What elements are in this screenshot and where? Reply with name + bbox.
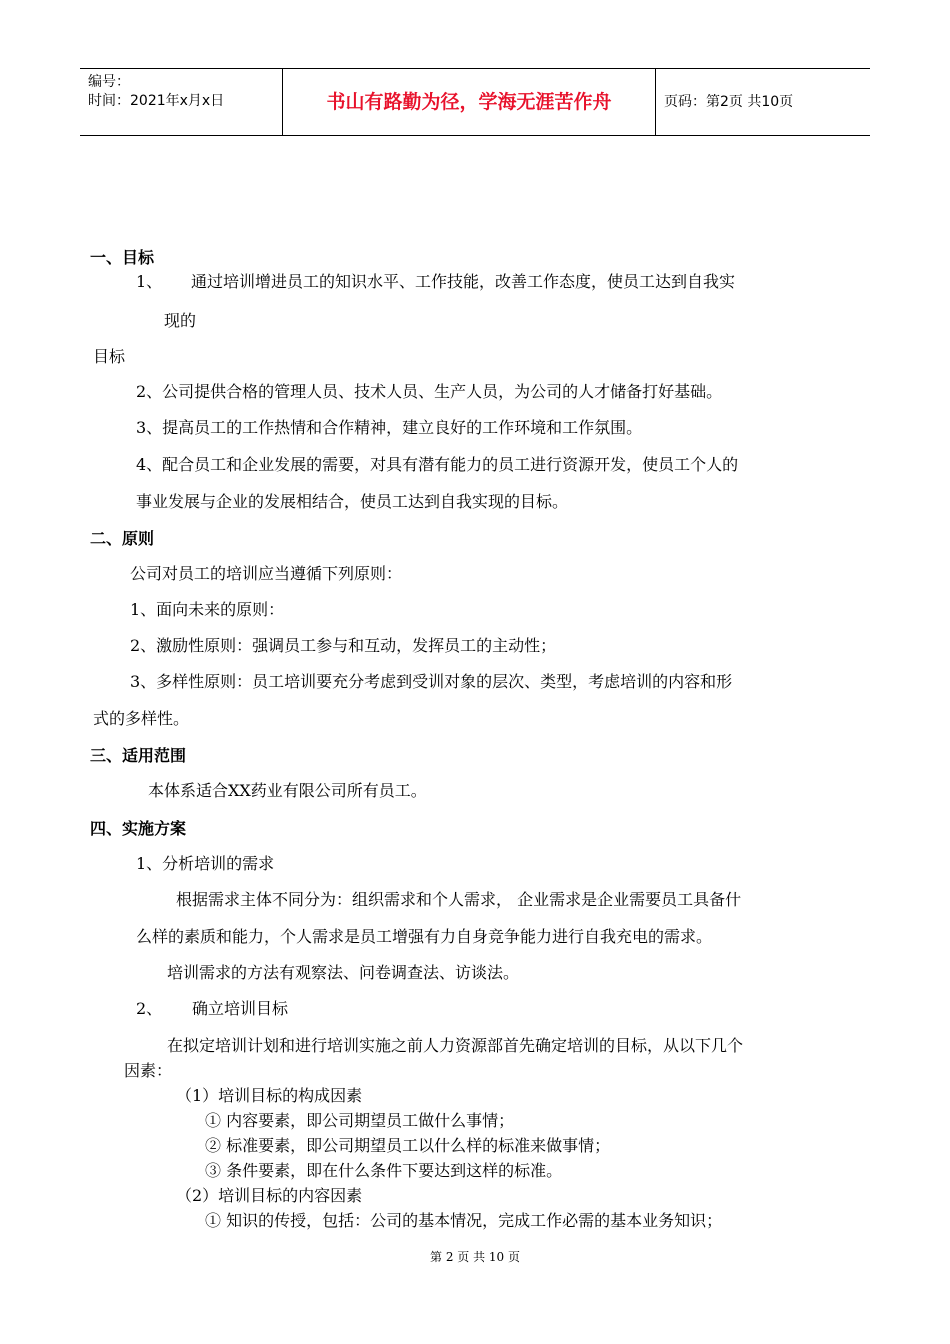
s2-intro: 公司对员工的培训应当遵循下列原则： — [130, 564, 403, 583]
section-3-title: 三、适用范围 — [90, 746, 187, 765]
s2-item2: 2、激励性原则：强调员工参与和互动，发挥员工的主动性； — [130, 636, 557, 655]
s1-item1-line3: 目标 — [93, 347, 126, 366]
section-1-title: 一、目标 — [90, 248, 155, 267]
s4-sub2-a3: ③ 条件要素，即在什么条件下要达到这样的标准。 — [205, 1161, 563, 1180]
s4-sub2-number: 2、 — [136, 999, 163, 1018]
s4-sub2-p1-line2: 因素： — [124, 1061, 173, 1080]
page-header — [80, 68, 870, 136]
s1-item1-line2: 现的 — [164, 311, 197, 330]
page-footer: 第 2 页 共 10 页 — [430, 1250, 520, 1264]
header-meta — [80, 69, 283, 135]
s1-item3: 3、提高员工的工作热情和合作精神，建立良好的工作环境和工作氛围。 — [136, 418, 643, 437]
s4-sub2-a1: ① 内容要素，即公司期望员工做什么事情； — [205, 1111, 515, 1130]
s4-sub1-p2: 培训需求的方法有观察法、问卷调查法、访谈法。 — [167, 963, 520, 982]
s4-sub1-p1-line2: 么样的素质和能力，个人需求是员工增强有力自身竞争能力进行自我充电的需求。 — [136, 927, 713, 946]
s3-text: 本体系适合XX药业有限公司所有员工。 — [148, 781, 427, 800]
s4-sub2-a2: ② 标准要素，即公司期望员工以什么样的标准来做事情； — [205, 1136, 611, 1155]
s4-sub2-b1: ① 知识的传授，包括：公司的基本情况，完成工作必需的基本业务知识； — [205, 1211, 723, 1230]
document-time: 时间：2021年x月x日 — [88, 93, 225, 109]
section-2-title: 二、原则 — [90, 529, 155, 548]
s4-sub2-b: （2）培训目标的内容因素 — [176, 1186, 363, 1205]
s1-item1-number: 1、 — [136, 272, 163, 291]
s4-sub2-a: （1）培训目标的构成因素 — [176, 1086, 363, 1105]
header-page-number: 页码：第2页 共10页 — [664, 94, 794, 110]
s1-item2: 2、公司提供合格的管理人员、技术人员、生产人员，为公司的人才储备打好基础。 — [136, 382, 723, 401]
s4-sub2-p1-line1: 在拟定培训计划和进行培训实施之前人力资源部首先确定培训的目标，从以下几个 — [167, 1036, 744, 1055]
s4-sub2-title: 确立培训目标 — [192, 999, 289, 1018]
document-number: 编号： — [88, 74, 130, 90]
s1-item4-line2: 事业发展与企业的发展相结合，使员工达到自我实现的目标。 — [136, 492, 569, 511]
s1-item4-line1: 4、配合员工和企业发展的需要，对具有潜有能力的员工进行资源开发，使员工个人的 — [136, 455, 739, 474]
s2-item3-line1: 3、多样性原则：员工培训要充分考虑到受训对象的层次、类型，考虑培训的内容和形 — [130, 672, 733, 691]
s2-item3-line2: 式的多样性。 — [93, 709, 190, 728]
s1-item1-line1: 通过培训增进员工的知识水平、工作技能，改善工作态度，使员工达到自我实 — [191, 272, 736, 291]
s4-sub1-p1-line1: 根据需求主体不同分为：组织需求和个人需求， 企业需求是企业需要员工具备什 — [176, 890, 742, 909]
s2-item1: 1、面向未来的原则： — [130, 600, 285, 619]
s4-sub1-title: 1、分析培训的需求 — [136, 854, 275, 873]
header-motto: 书山有路勤为径，学海无涯苦作舟 — [283, 69, 656, 135]
section-4-title: 四、实施方案 — [90, 819, 187, 838]
